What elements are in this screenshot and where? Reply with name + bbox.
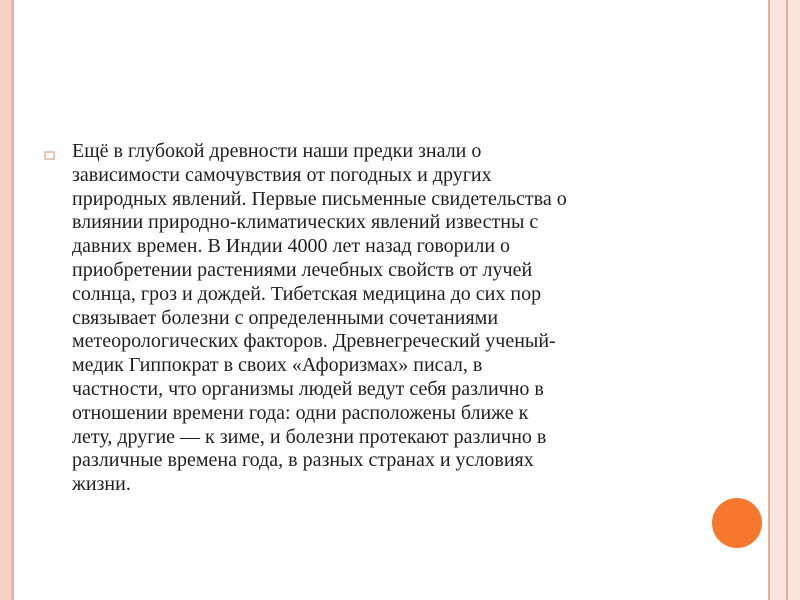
body-text-line: приобретении растениями лечебных свойств от лучей (72, 258, 533, 281)
body-text-line: Ещё в глубокой древности наши предки знали о (72, 140, 482, 162)
slide-body-text (72, 140, 694, 497)
body-text-line: природных явлений. Первые письменные свидетельства о (72, 187, 567, 210)
body-text-line: отношении времени года: одни расположены ближе к (72, 401, 529, 424)
left-decorative-frame (0, 0, 14, 600)
right-decorative-frame (768, 0, 800, 600)
body-text-line: солнца, гроз и дождей. Тибетская медицина до сих пор (72, 282, 542, 305)
body-text-line: медик Гиппократ в своих «Афоризмах» писал, в (72, 354, 483, 377)
body-text-line: частности, что организмы людей ведут себя различно в (72, 377, 544, 400)
body-text-line: лету, другие — к зиме, и болезни протекают различно в (72, 425, 547, 448)
orange-circle-decoration (712, 498, 762, 548)
outlined-square-bullet-icon (44, 151, 56, 161)
right-frame-divider-line (768, 0, 770, 600)
body-text-line: жизни. (72, 473, 131, 496)
body-text-line: влиянии природно-климатических явлений известны с (72, 211, 539, 234)
body-text-line: связывает болезни с определенными сочетаниями (72, 306, 499, 329)
body-text-line: давних времен. В Индии 4000 лет назад говорили о (72, 235, 511, 258)
body-text-line: различные времена года, в разных странах и условиях (72, 449, 534, 472)
body-text-line: метеорологических факторов. Древнегреческий ученый- (72, 330, 556, 353)
slide-title: Немного из истории… (48, 81, 351, 114)
body-text-line: зависимости самочувствия от погодных и других (72, 163, 492, 186)
right-frame-divider-line (786, 0, 788, 600)
